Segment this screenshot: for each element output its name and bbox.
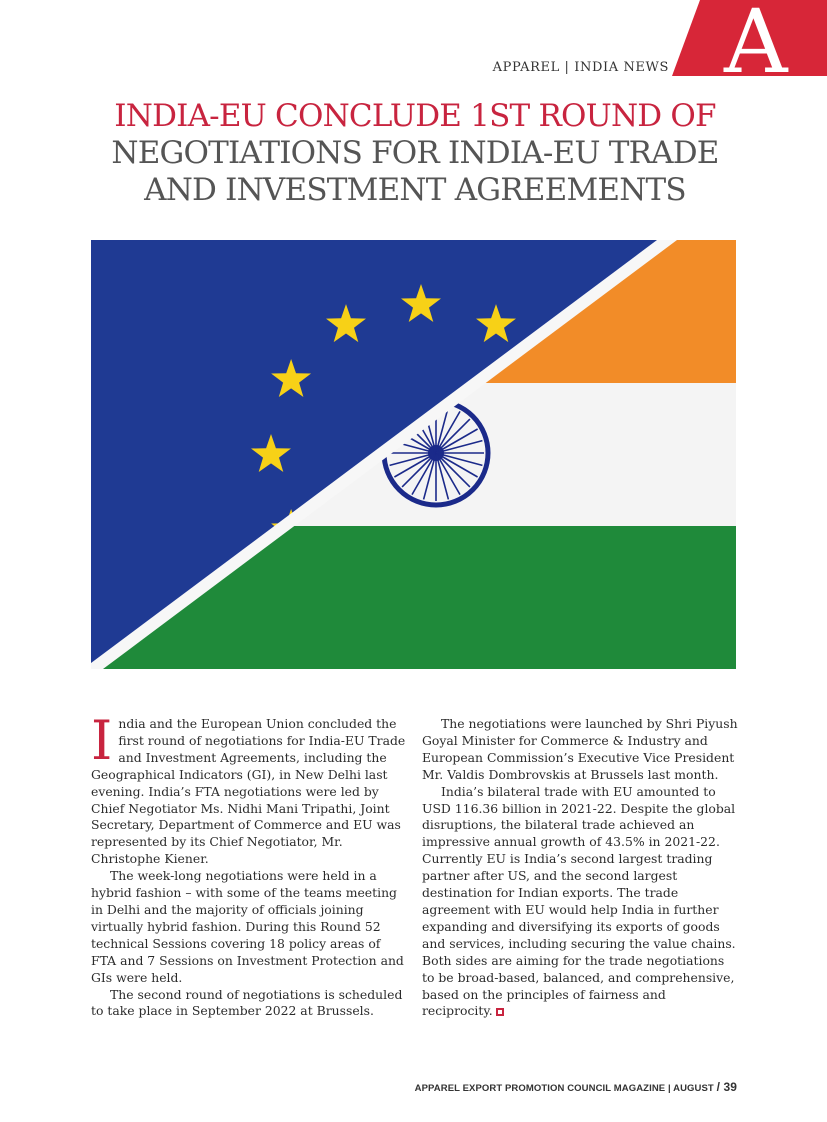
title-line-1: INDIA-EU CONCLUDE 1ST ROUND OF xyxy=(114,98,716,134)
paragraph-1: India and the European Union concluded the first round of negotiations for India-EU Trade and Investment Agreements, including the Geographical Indicators (GI), in New Delhi last evening. India’s FTA negotiations were led by Chief Negotiator Ms. Nidhi Mani Tripathi, Joint Secretary, Department of Commerce and EU was represented by its Chief Negotiator, Mr. Christophe Kiener. xyxy=(91,709,406,867)
footer-magazine: APPAREL EXPORT PROMOTION COUNCIL MAGAZINE | AUGUST xyxy=(414,1083,714,1094)
end-mark-icon xyxy=(496,1008,504,1016)
page-footer xyxy=(415,1080,737,1094)
title-line-2: NEGOTIATIONS FOR INDIA-EU TRADE xyxy=(111,135,719,171)
eu-india-flags-image xyxy=(91,240,736,669)
paragraph-4: The negotiations were launched by Shri Piyush Goyal Minister for Commerce & Industry and European Commission’s Executive Vice President Mr. Valdis Dombrovskis at Brussels last month. xyxy=(422,716,738,782)
magazine-logo-icon xyxy=(672,0,827,76)
drop-cap: I xyxy=(91,709,113,772)
paragraph-3: The second round of negotiations is scheduled to take place in September 2022 at Brussels. xyxy=(91,986,403,1019)
paragraph-2: The week-long negotiations were held in a hybrid fashion – with some of the teams meeting in Delhi and the majority of officials joining virtually hybrid fashion. During this Round 52 technical Sessions covering 18 policy areas of FTA and 7 Sessions on Investment Protection and GIs were held. xyxy=(91,868,404,985)
section-label: APPAREL | INDIA NEWS xyxy=(492,60,669,75)
logo-letter: A xyxy=(724,0,788,76)
page-number: / 39 xyxy=(716,1080,737,1094)
paragraph-5: India’s bilateral trade with EU amounted to USD 116.36 billion in 2021-22. Despite the global disruptions, the bilateral trade achieved an impressive annual growth of 43.5% in 2021-22. Currently EU is India’s second largest trading partner after US, and the second largest destination for Indian exports. The trade agreement with EU would help India in further expanding and diversifying its exports of goods and services, including securing the value chains. Both sides are aiming for the trade negotiations to be broad-based, balanced, and comprehensive, based on the principles of fairness and reciprocity. xyxy=(422,783,736,1019)
article-column-left xyxy=(91,709,407,1020)
title-line-3: AND INVESTMENT AGREEMENTS xyxy=(144,172,686,208)
article-title xyxy=(60,98,770,209)
article-column-right xyxy=(422,716,738,1020)
